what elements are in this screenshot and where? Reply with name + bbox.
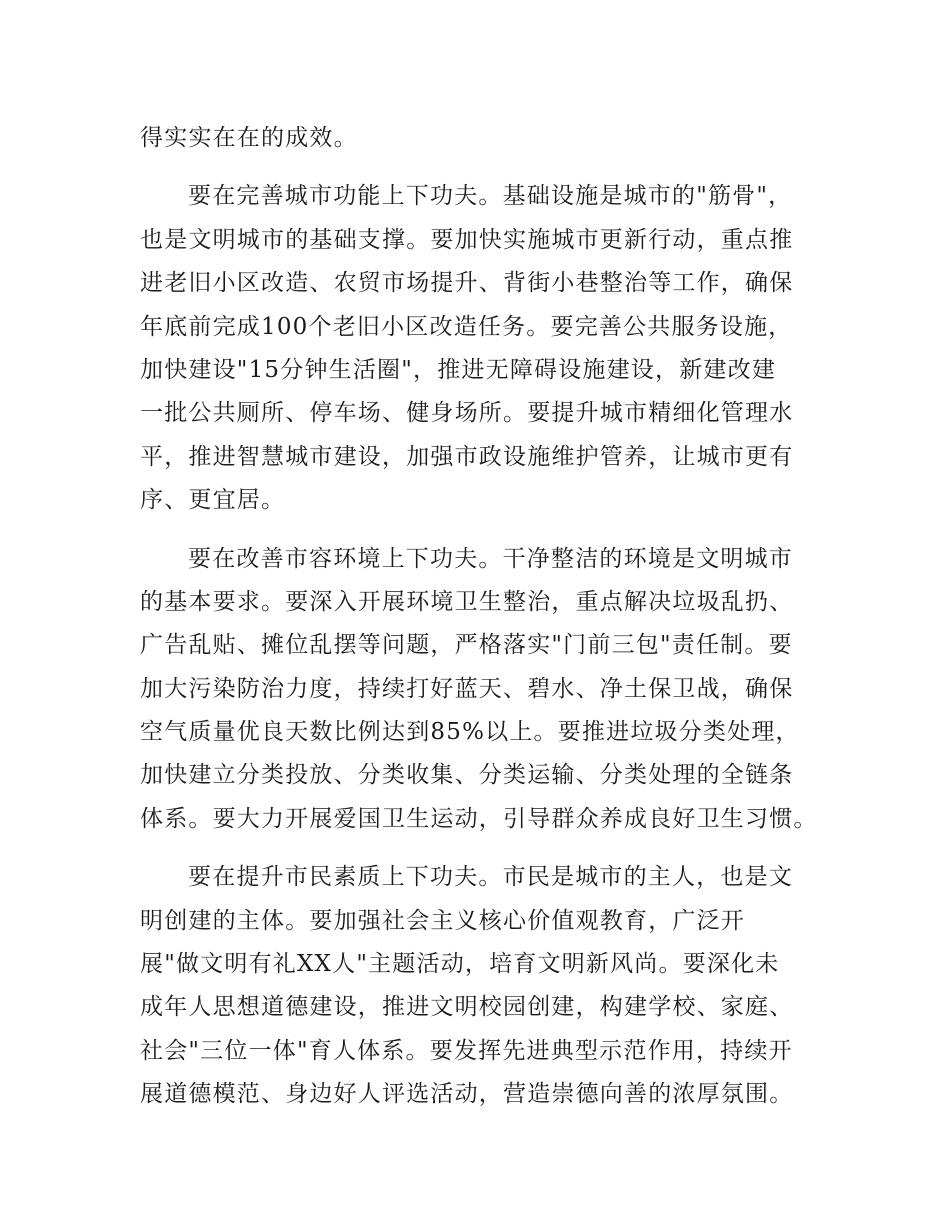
text-line: 社会"三位一体"育人体系。要发挥先进典型示范作用，持续开 [140, 1037, 793, 1064]
text-line: 成年人思想道德建设，推进文明校园创建，构建学校、家庭、 [140, 994, 794, 1021]
text-line: 空气质量优良天数比例达到85%以上。要推进垃圾分类处理， [140, 719, 800, 746]
text-line: 展道德模范、身边好人评选活动，营造崇德向善的浓厚氛围。 [140, 1081, 794, 1108]
document-body [140, 117, 820, 1117]
text-line: 要在改善市容环境上下功夫。干净整洁的环境是文明城市 [188, 545, 793, 572]
text-line: 平，推进智慧城市建设，加强市政设施维护管养，让城市更有 [140, 443, 794, 470]
text-line: 明创建的主体。要加强社会主义核心价值观教育，广泛开 [140, 907, 745, 934]
paragraph-4 [140, 856, 820, 1116]
text-line: 一批公共厕所、停车场、健身场所。要提升城市精细化管理水 [140, 400, 794, 427]
paragraph-2 [140, 175, 820, 522]
text-line: 年底前完成100个老旧小区改造任务。要完善公共服务设施， [140, 313, 793, 340]
paragraph-3 [140, 538, 820, 842]
text-line: 的基本要求。要深入开展环境卫生整治，重点解决垃圾乱扔、 [140, 588, 794, 615]
text-line: 要在提升市民素质上下功夫。市民是城市的主人，也是文 [188, 864, 793, 891]
text-line: 加大污染防治力度，持续打好蓝天、碧水、净土保卫战，确保 [140, 675, 794, 702]
paragraph-1 [140, 117, 820, 160]
text-line: 也是文明城市的基础支撑。要加快实施城市更新行动，重点推 [140, 226, 794, 253]
text-line: 序、更宜居。 [140, 487, 286, 514]
text-line: 要在完善城市功能上下功夫。基础设施是城市的"筋骨"， [188, 183, 793, 210]
text-line: 得实实在在的成效。 [140, 125, 358, 151]
text-line: 加快建设"15分钟生活圈"，推进无障碍设施建设，新建改建 [140, 356, 777, 383]
text-line: 体系。要大力开展爱国卫生运动，引导群众养成良好卫生习惯。 [140, 805, 818, 832]
text-line: 展"做文明有礼XX人"主题活动，培育文明新风尚。要深化未 [140, 951, 780, 978]
text-line: 广告乱贴、摊位乱摆等问题，严格落实"门前三包"责任制。要 [140, 632, 793, 659]
text-line: 进老旧小区改造、农贸市场提升、背街小巷整治等工作，确保 [140, 270, 794, 297]
text-line: 加快建立分类投放、分类收集、分类运输、分类处理的全链条 [140, 762, 794, 789]
